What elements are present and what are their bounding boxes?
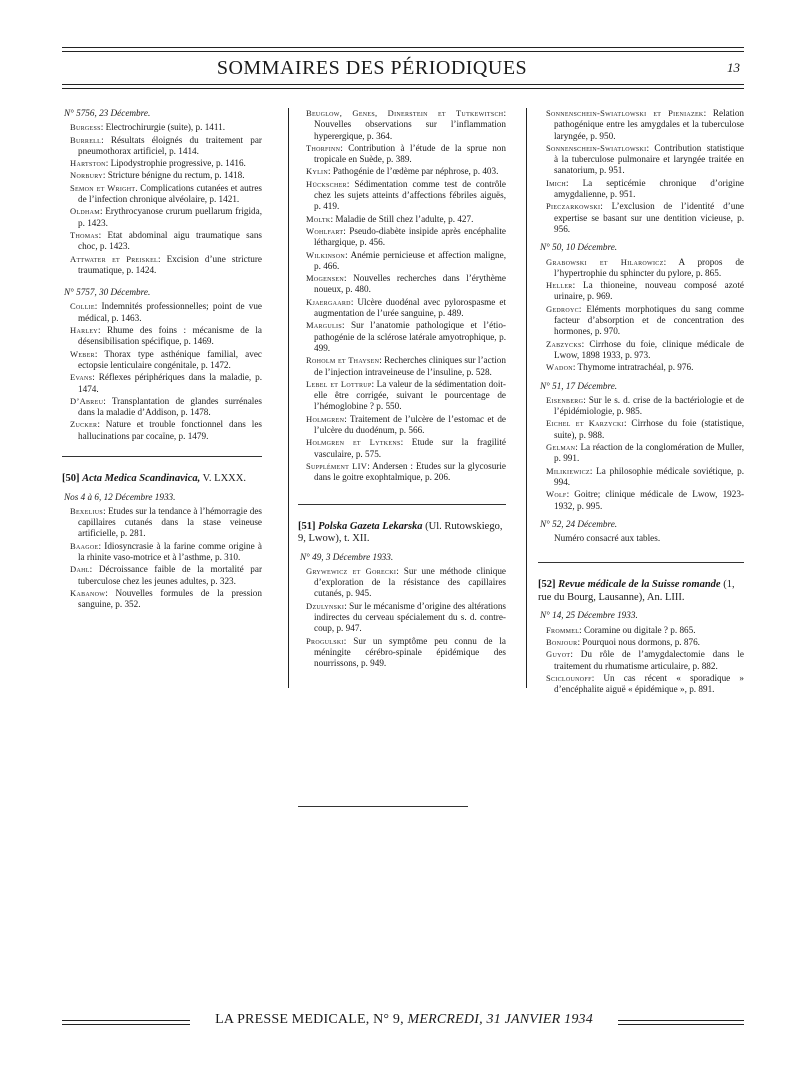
entry-text: : Transplantation de glandes surrénales dans la maladie d’Addison, p. 1478. (78, 395, 262, 418)
entry-author: Frommel (546, 624, 580, 635)
entry (70, 183, 262, 206)
entry-author: Kylin (306, 166, 328, 177)
entry (70, 325, 262, 348)
issue-heading: N° 51, 17 Décembre. (540, 380, 618, 391)
issue-heading: Nos 4 à 6, 12 Décembre 1933. (64, 491, 176, 502)
entry (546, 489, 744, 512)
entry (546, 143, 744, 177)
entry (70, 254, 262, 277)
entry-list (62, 301, 262, 442)
entry-list (538, 108, 744, 235)
journal-title: Revue médicale de la Suisse romande (558, 579, 721, 591)
entry-text: : Etude sur la fragilité vasculaire, p. 575. (314, 437, 506, 459)
entry (70, 372, 262, 395)
entry (546, 257, 744, 280)
entry (306, 437, 506, 460)
entry-author: Supplément LIV (306, 460, 368, 471)
journal-heading (62, 473, 262, 486)
entry-author: Kabanow (70, 587, 106, 598)
entry (70, 301, 262, 324)
entry-author: Norbury (70, 170, 103, 181)
entry-text: : Sur l’anatomie pathologique et l’étio-pathogénie de la sclérose latérale amyotrophique, p. 499. (314, 320, 506, 353)
entry-text: : La philosophie médicale soviétique, p. 994. (554, 465, 744, 487)
journal-details: (1, rue du Bourg, Lausanne), An. LIII. (538, 579, 735, 603)
entry (306, 108, 506, 142)
entry-text: : Nouvelles formules de la pression sanguine, p. 352. (78, 587, 262, 610)
entry-author: Baagoe (70, 540, 99, 551)
entry (546, 339, 744, 362)
entry-author: Grabowski et Hilarowicz (546, 256, 664, 267)
entry-author: Attwater et Preiskel (70, 253, 159, 264)
entry-author: Lebel et Lottrup (306, 378, 372, 389)
entry-text: : Relation pathogénique entre les amygdales et la tuberculose laryngée, p. 950. (554, 108, 745, 141)
journal-number: [50] (62, 473, 80, 485)
entry (546, 178, 744, 201)
entry (546, 280, 744, 303)
entry (306, 601, 506, 635)
entry-author: Roholm et Thaysen (306, 355, 380, 366)
entry-text: : Etat abdominal aigu traumatique sans choc, p. 1423. (78, 229, 262, 252)
section-rule (62, 456, 262, 457)
footer-rule-right (618, 1020, 744, 1021)
entry-author: Gedroyc (546, 303, 579, 314)
entry-author: Heller (546, 280, 573, 291)
footer-date: MERCREDI, 31 JANVIER 1934 (407, 1012, 593, 1027)
entry-text: : Idiosyncrasie à la farine comme origine à la rhinite vaso-motrice et à l’asthme, p. 310. (78, 540, 262, 562)
entry-author: Wilkinson (306, 249, 346, 260)
entry-text: : Contribution à l’étude de la sprue non tropicale en Suède, p. 389. (314, 142, 506, 165)
journal-heading (298, 521, 506, 546)
footer-rule-left (62, 1020, 190, 1021)
entry-author: Holmgren et Lytkens (306, 437, 401, 448)
footer-rule-right-2 (618, 1024, 744, 1025)
entry-author: Dzulynski (306, 600, 345, 611)
issue-heading: N° 49, 3 Décembre 1933. (300, 551, 394, 562)
entry-author: D’Abreu (70, 395, 104, 406)
journal-details: V. LXXX. (200, 473, 246, 485)
entry-author: Margulis (306, 320, 342, 331)
entry-text: : Nature et trouble fonctionnel dans les hallucinations par cocaïne, p. 1479. (78, 419, 262, 441)
entry (306, 179, 506, 213)
entry-author: Sonnenschein-Swiatlowski et Pieniazek (546, 108, 704, 118)
entry (70, 396, 262, 419)
entry (70, 419, 262, 442)
entry (306, 226, 506, 249)
entry-author: Evans (70, 372, 93, 383)
issue-heading: N° 5757, 30 Décembre. (64, 287, 151, 298)
entry (306, 461, 506, 484)
entry-text: : Du rôle de l’amygdalectomie dans le traitement du rhumatisme articulaire, p. 882. (554, 649, 744, 671)
entry-text: : Pseudo-diabète insipide après encéphalite léthargique, p. 456. (314, 225, 506, 248)
entry-author: Dahl (70, 564, 90, 575)
entry (546, 201, 744, 235)
entry-text: : Décroissance faible de la mortalité par tuberculose chez les jeunes adultes, p. 323. (78, 564, 262, 586)
entry (546, 673, 744, 696)
entry-author: Beuglow, Genes, Dinerstein et Tutkewitsch (306, 108, 504, 118)
entry-text: : Réflexes périphériques dans la maladie, p. 1474. (78, 372, 262, 394)
entry (546, 466, 744, 489)
entry-text: : Sur un symptôme peu connu de la méningite cérébro-spinale épidémique des nourrissons, p. 949. (314, 635, 506, 669)
journal-number: [52] (538, 579, 556, 591)
entry-text: : Thymome intratrachéal, p. 976. (572, 362, 694, 373)
page-title: SOMMAIRES DES PÉRIODIQUES (216, 57, 528, 79)
entry-author: Zabzycks (546, 338, 582, 349)
entry-text: : Eléments morphotiques du sang comme facteur d’absorption et de concentration des hormones, p. 970. (554, 303, 744, 337)
entry-text: : Recherches cliniques sur l’action de l’injection intraveineuse de l’insuline, p. 528. (314, 355, 506, 377)
entry-text: : Goitre; clinique médicale de Lwow, 1923-1932, p. 995. (554, 489, 744, 511)
column-1 (62, 108, 262, 611)
header-rule-bottom-2 (62, 88, 744, 89)
entry-author: Zucker (70, 419, 98, 430)
entry-author: Kjaergaard (306, 296, 351, 307)
footer (192, 1012, 616, 1028)
entry-text: : Lipodystrophie progressive, p. 1416. (105, 158, 246, 169)
issue-heading: N° 14, 25 Décembre 1933. (540, 610, 638, 621)
entry-list (538, 257, 744, 374)
entry-text: : La septicémie chronique d’origine amygdalienne, p. 951. (554, 177, 744, 200)
entry (546, 362, 744, 373)
entry (546, 625, 744, 636)
journal-number: [51] (298, 520, 316, 532)
entry-author: Bexelius (70, 505, 104, 516)
entry-list (62, 122, 262, 276)
entry-author: Milikiewicz (546, 465, 590, 476)
entry-list (298, 108, 506, 484)
column-separator-2 (526, 108, 527, 688)
entry-text: : Contribution statistique à la tuberculose pulmonaire et laryngée traitée en sanatorium, p. 951. (554, 142, 744, 176)
decorative-rule (298, 806, 468, 807)
entry-text: : Etudes sur la tendance à l’hémorragie des capillaires cutanés dans la stase veineuse artificielle, p. 281. (78, 505, 262, 539)
entry-text: : Nouvelles observations sur l’inflammation hyperergique, p. 364. (314, 108, 506, 141)
footer-rule-left-2 (62, 1024, 190, 1025)
entry (70, 506, 262, 540)
entry-author: Gelman (546, 442, 576, 453)
entry-author: Wolf (546, 489, 567, 500)
entry-author: Harley (70, 325, 98, 336)
entry-author: Burgess (70, 122, 101, 133)
entry-author: Progulski (306, 635, 344, 646)
entry (546, 304, 744, 338)
entry (546, 108, 744, 142)
entry-author: Sciclounoff (546, 672, 592, 683)
column-3 (538, 108, 744, 696)
entry (546, 637, 744, 648)
issue-heading: N° 5756, 23 Décembre. (64, 108, 151, 118)
entry-text: : Cirrhose du foie, clinique médicale de Lwow, 1898 1933, p. 973. (554, 338, 744, 360)
issue-heading: N° 50, 10 Décembre. (540, 242, 618, 253)
entry (70, 135, 262, 158)
entry-text: : Andersen : Etudes sur la glycosurie dans le goitre exophtalmique, p. 206. (314, 460, 506, 483)
entry-text: : Cirrhose du foie (statistique, suite), p. 988. (554, 418, 744, 440)
entry-text: : Stricture bénigne du rectum, p. 1418. (102, 170, 245, 181)
entry (306, 414, 506, 437)
entry (70, 541, 262, 564)
entry-text: : A propos de l’hypertrophie du sphincter du pylore, p. 865. (554, 256, 745, 278)
entry (306, 214, 506, 225)
entry (306, 143, 506, 166)
section-rule (538, 562, 744, 563)
entry (70, 122, 262, 133)
journal-heading (538, 579, 744, 604)
journal-details: (Ul. Rutowskiego, 9, Lwow), t. XII. (298, 520, 503, 544)
entry-author: Wadon (546, 362, 573, 373)
entry-author: Semon et Wright (70, 182, 136, 193)
entry-text: : Nouvelles recherches dans l’érythème noueux, p. 480. (314, 273, 506, 295)
entry-text: : Traitement de l’ulcère de l’estomac et de l’ulcère du duodénum, p. 566. (314, 413, 506, 436)
entry-author: Hückscher (306, 178, 347, 189)
entry-author: Bonjour (546, 636, 578, 647)
entry (70, 158, 262, 169)
entry-author: Thomas (70, 229, 99, 240)
entry-text: : La thioneine, nouveau composé azoté urinaire, p. 969. (554, 280, 744, 302)
entry-text: : Rhume des foins : mécanisme de la désensibilisation spécifique, p. 1469. (78, 325, 262, 347)
entry-text: : Coramine ou digitale ? p. 865. (579, 624, 696, 635)
entry-text: : Sur le mécanisme d’origine des altérations indirectes du cerveau spécialement du s. d. contre-coup, p. 947. (314, 600, 506, 634)
entry-text: : Un cas récent « sporadique » d’encéphalite aiguë « épidémique », p. 891. (554, 672, 744, 695)
header-rule-bottom (62, 84, 744, 85)
entry (70, 588, 262, 611)
entry (306, 273, 506, 296)
entry-list (538, 395, 744, 512)
entry (70, 230, 262, 253)
entry-text: : Maladie de Still chez l’adulte, p. 427. (330, 213, 474, 224)
entry-author: Burrell (70, 134, 102, 145)
entry (306, 566, 506, 600)
header-rule-top (62, 47, 744, 48)
entry-author: Hartston (70, 158, 106, 169)
entry-text: : Pathogénie de l’œdème par néphrose, p. 403. (327, 166, 499, 177)
entry (306, 379, 506, 413)
entry-author: Grywewicz et Gorecki (306, 565, 397, 576)
entry-author: Wohlfart (306, 225, 344, 236)
journal-title: Polska Gazeta Lekarska (318, 520, 423, 532)
entry-author: Eichel et Karzycki (546, 418, 624, 429)
entry-text: : Ulcère duodénal avec pylorospasme et augmentation de l’urée sanguine, p. 489. (314, 296, 506, 319)
entry-author: Oldham (70, 206, 100, 217)
entry-author: Guyot (546, 649, 571, 660)
entry-list (298, 566, 506, 670)
entry (306, 166, 506, 177)
entry-text: : Sur le s. d. crise de la bactériologie et de l’épidémiologie, p. 985. (554, 394, 744, 417)
entry (546, 649, 744, 672)
entry-author: Pieczarkowski (546, 201, 601, 212)
entry (306, 320, 506, 354)
entry-text: : Sur une méthode clinique d’exploration de la résistance des capillaires cutanés, p. 945. (314, 565, 506, 599)
column-2 (298, 108, 506, 670)
entry-author: Weber (70, 348, 95, 359)
entry (306, 250, 506, 273)
entry-text: : Pourquoi nous dormons, p. 876. (577, 636, 700, 647)
issue-heading: N° 52, 24 Décembre. (540, 518, 618, 529)
entry (546, 418, 744, 441)
entry (306, 297, 506, 320)
header-rule-top-2 (62, 51, 744, 52)
entry-text: : Résultats éloignés du traitement par pneumothorax artificiel, p. 1414. (78, 134, 262, 156)
entry (306, 355, 506, 378)
entry-author: Imich (546, 177, 566, 188)
entry-author: Mogensen (306, 273, 344, 284)
entry (70, 349, 262, 372)
entry (306, 636, 506, 670)
page-number: 13 (727, 60, 740, 75)
entry-author: Collie (70, 301, 95, 312)
entry-text: : Excision d’une stricture traumatique, p. 1424. (78, 253, 262, 275)
entry-text: : La réaction de la conglomération de Muller, p. 991. (554, 442, 744, 464)
section-rule (298, 504, 506, 505)
entry-text: : Anémie pernicieuse et affection maligne, p. 466. (314, 249, 506, 271)
entry (546, 395, 744, 418)
entry-text: . Complications cutanées et autres de l’infection chronique alvéolaire, p. 1421. (78, 182, 262, 205)
entry-text: : Erythrocyanose crurum puellarum frigida, p. 1423. (78, 206, 262, 228)
entry-list (62, 506, 262, 611)
entry-text: : Electrochirurgie (suite), p. 1411. (100, 122, 226, 133)
entry-text: : L’exclusion de l’identité d’une expertise se basant sur une dentition vicieuse, p. 956. (554, 201, 744, 234)
entry-text: : Indemnités professionnelles; point de vue médical, p. 1463. (78, 301, 262, 323)
entry-text: : Sédimentation comme test de contrôle chez les sujets atteints d’affections fébriles aiguës, p. 419. (314, 178, 506, 212)
issue-note: Numéro consacré aux tables. (554, 533, 661, 544)
journal-title: Acta Medica Scandinavica, (82, 473, 201, 485)
entry-author: Holmgren (306, 413, 345, 424)
entry (70, 206, 262, 229)
entry (70, 170, 262, 181)
entry-author: Sonnenschein-Swiatlowski (546, 142, 647, 153)
entry-author: Eisenberg (546, 394, 584, 405)
entry-text: : La valeur de la sédimentation doit-elle être corrigée, suivant le pourcentage de l’hémoglobine ? p. 550. (314, 378, 506, 412)
entry (546, 442, 744, 465)
entry-author: Moltk (306, 213, 331, 224)
column-separator-1 (288, 108, 289, 688)
entry-list (538, 625, 744, 696)
entry-author: Thorfinn (306, 142, 341, 153)
entry (70, 564, 262, 587)
entry-text: : Thorax type asthénique familial, avec ectopsie lenticulaire congénitale, p. 1472. (78, 348, 262, 370)
footer-publication: LA PRESSE MEDICALE, N° 9, (215, 1012, 404, 1027)
